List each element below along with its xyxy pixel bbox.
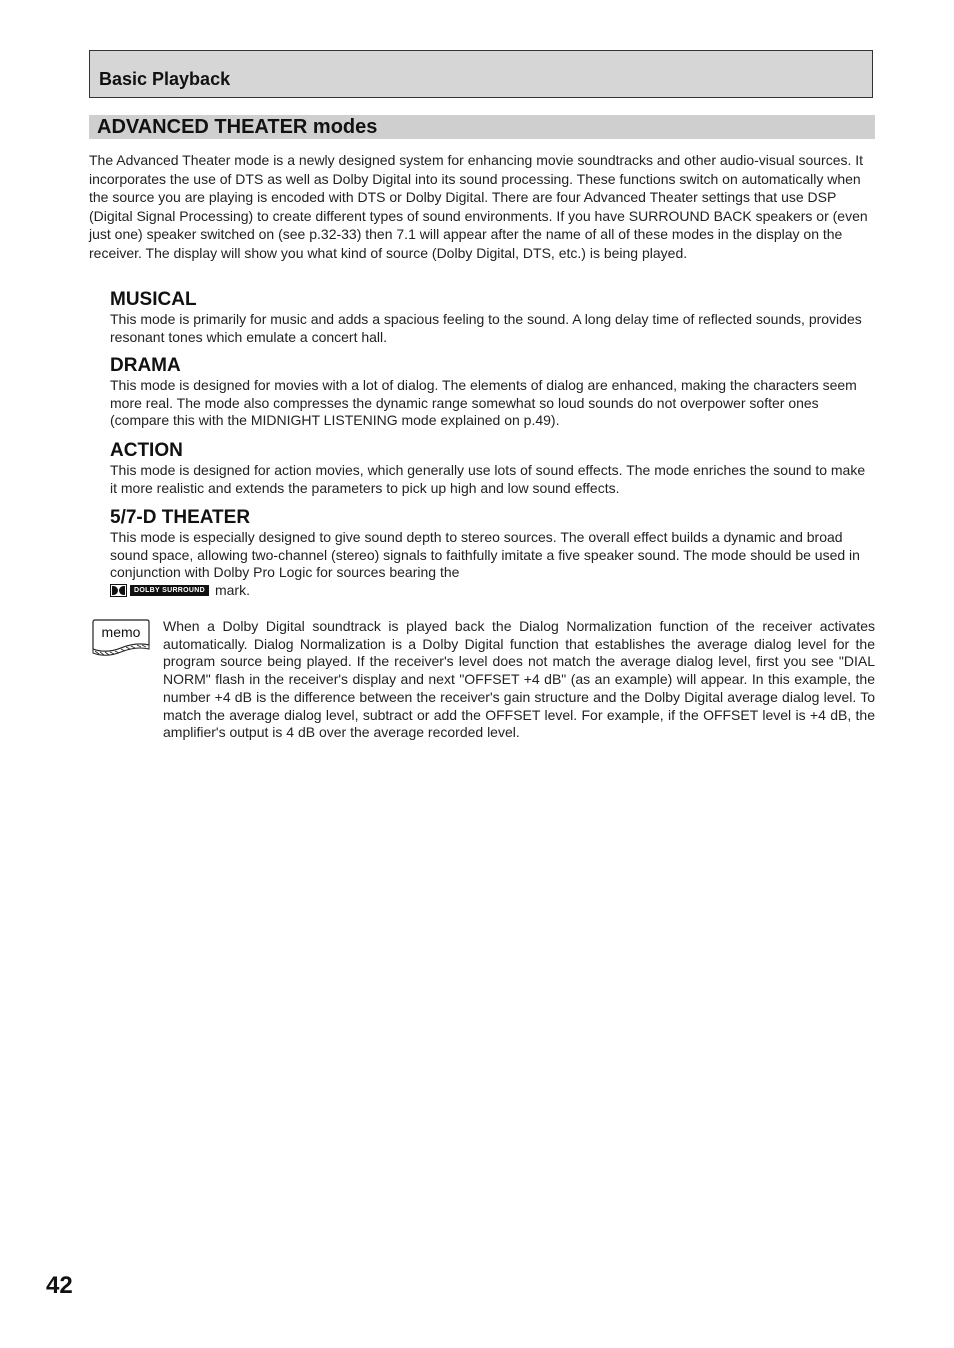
mode-5-7d-theater bbox=[110, 507, 875, 599]
mode-heading: 5/7-D THEATER bbox=[110, 507, 251, 528]
page-number: 42 bbox=[46, 1272, 73, 1299]
memo-icon-label: memo bbox=[101, 624, 141, 640]
dolby-mark-line bbox=[110, 582, 875, 600]
mode-drama bbox=[110, 355, 875, 430]
mode-musical bbox=[110, 289, 875, 346]
mode-heading: ACTION bbox=[110, 440, 183, 461]
mode-description: This mode is designed for action movies, which generally use lots of sound effects. The mode enriches the sound to make it more realistic and extends the parameters to pick up high and low sound effects. bbox=[110, 462, 866, 496]
mode-heading: MUSICAL bbox=[110, 289, 197, 310]
mode-action bbox=[110, 440, 875, 497]
memo-icon bbox=[90, 618, 152, 658]
section-title: Basic Playback bbox=[99, 69, 231, 89]
mark-suffix: mark. bbox=[214, 581, 250, 598]
double-d-icon bbox=[110, 584, 127, 597]
mode-heading: DRAMA bbox=[110, 355, 181, 376]
memo-text: When a Dolby Digital soundtrack is played back the Dialog Normalization function of the receiver activates automatically. Dialog Normalization is a Dolby Digital function that establishes the average dialog level for the program source being played. If the receiver's level does not match the average dialog level, first you see "DIAL NORM" flash in the receiver's display and next "OFFSET +4 dB" (as an example) will appear. In this example, the number +4 dB is the difference between the receiver's gain structure and the Dolby Digital average dialog level. To match the average dialog level, subtract or add the OFFSET level. For example, if the OFFSET level is +4 dB, the amplifier's output is 4 dB over the average recorded level. bbox=[163, 618, 875, 741]
mode-description: This mode is designed for movies with a lot of dialog. The elements of dialog are enhanced, making the characters seem more real. The mode also compresses the dynamic range somewhat so loud sounds do not overpower softer ones (compare this with the MIDNIGHT LISTENING mode explained on p.49). bbox=[110, 377, 857, 428]
dolby-surround-label: DOLBY SURROUND bbox=[130, 585, 209, 596]
page-title-bar bbox=[89, 115, 875, 139]
intro-paragraph: The Advanced Theater mode is a newly designed system for enhancing movie soundtracks and other audio-visual sources. It incorporates the use of DTS as well as Dolby Digital into its sound processing. These functions switch on automatically when the source you are playing is encoded with DTS or Dolby Digital. There are four Advanced Theater settings that use DSP (Digital Signal Processing) to create different types of sound environments. If you have SURROUND BACK speakers or (even just one) speaker switched on (see p.32-33) then 7.1 will appear after the name of all of these modes in the display on the receiver. The display will show you what kind of source (Dolby Digital, DTS, etc.) is being played. bbox=[89, 152, 868, 261]
dolby-surround-logo-icon bbox=[110, 584, 209, 597]
section-header bbox=[89, 50, 873, 98]
mode-description: This mode is especially designed to give sound depth to stereo sources. The overall effect builds a dynamic and broad sound space, allowing two-channel (stereo) signals to faithfully imitate a five speaker sound. The mode should be used in conjunction with Dolby Pro Logic for sources bearing the bbox=[110, 529, 860, 580]
page-title: ADVANCED THEATER modes bbox=[97, 116, 378, 138]
mode-description: This mode is primarily for music and adds a spacious feeling to the sound. A long delay time of reflected sounds, provides resonant tones which emulate a concert hall. bbox=[110, 311, 862, 345]
